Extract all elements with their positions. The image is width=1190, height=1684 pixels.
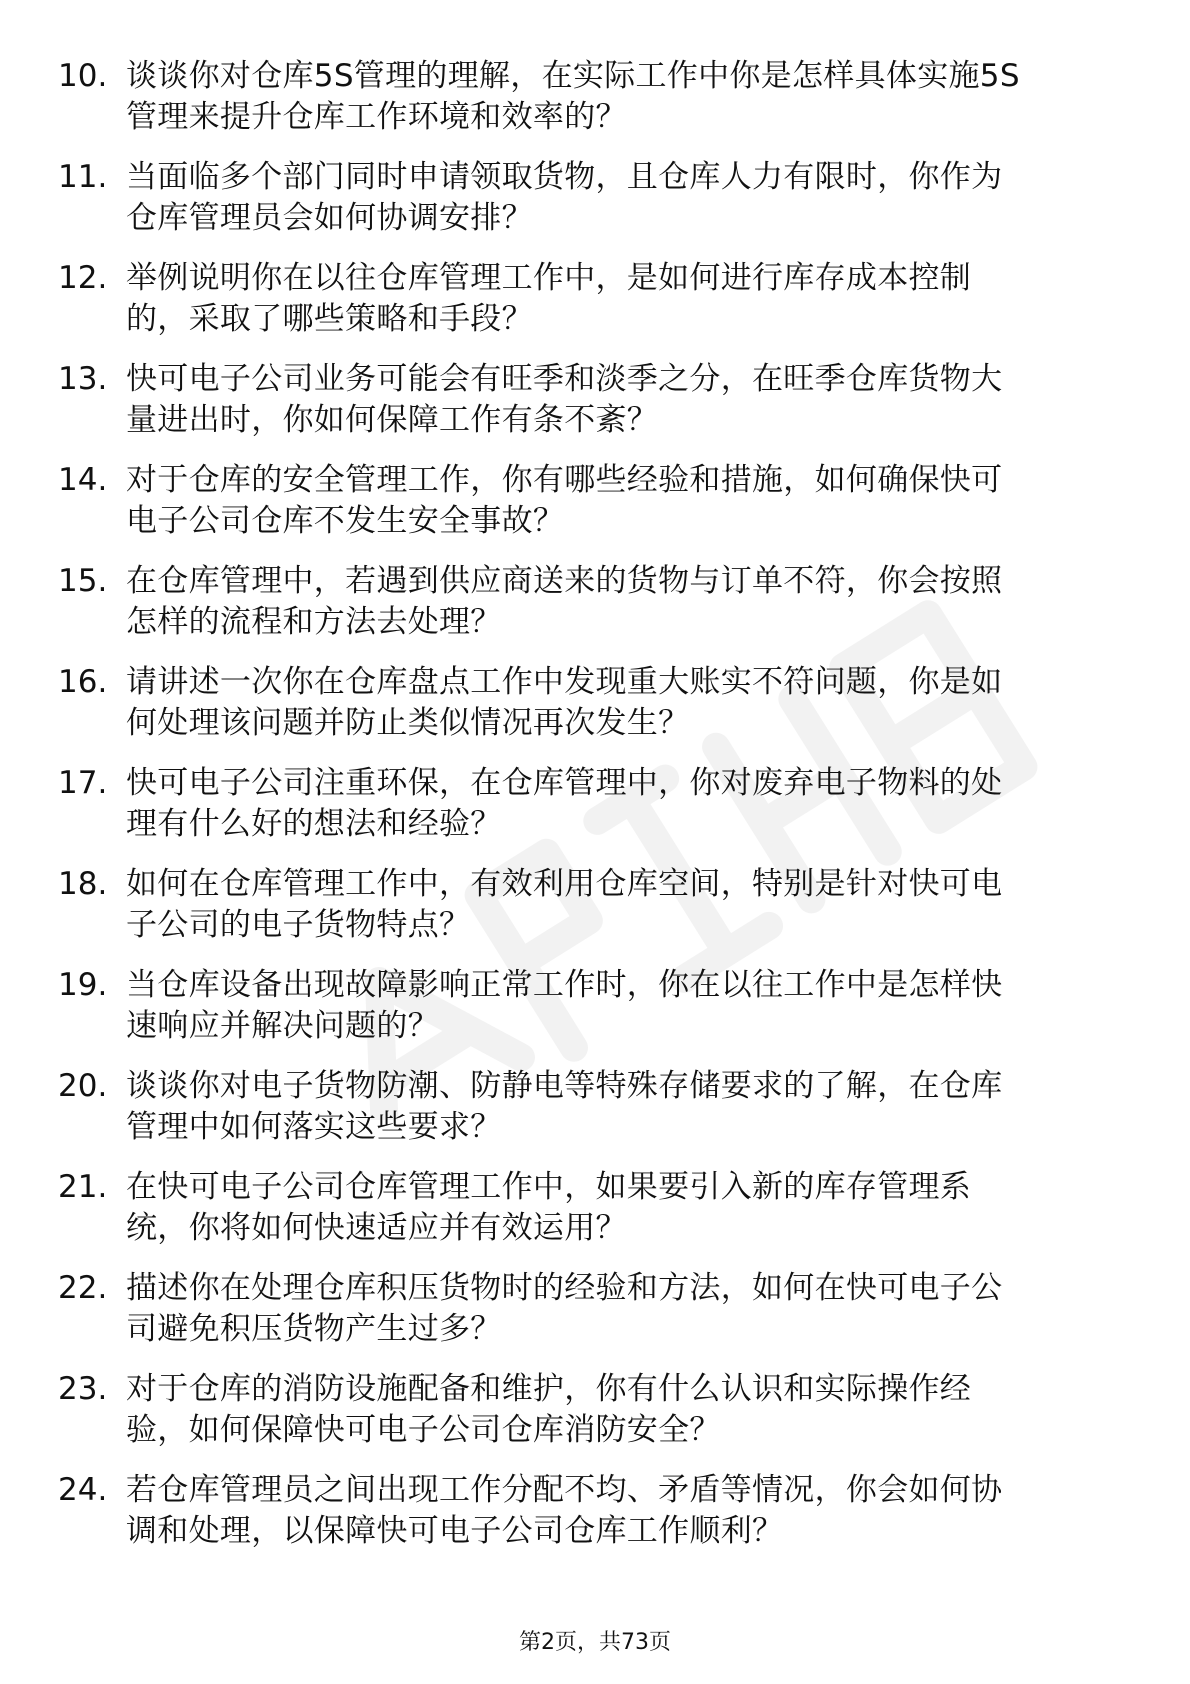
question-text-line1: 谈谈你对电子货物防潮、防静电等特殊存储要求的了解，在仓库: [126, 1068, 1003, 1104]
question-text-line2: 子公司的电子货物特点？: [126, 907, 471, 943]
question-text: [126, 864, 1106, 946]
question-text: [126, 1167, 1106, 1249]
question-text: [126, 1470, 1106, 1552]
question-number: 10.: [58, 58, 108, 94]
question-text-line1: 请讲述一次你在仓库盘点工作中发现重大账实不符问题，你是如: [126, 664, 1003, 700]
question-text-line1: 在快可电子公司仓库管理工作中，如果要引入新的库存管理系: [126, 1169, 972, 1205]
question-number: 14.: [58, 462, 108, 498]
question-number: 17.: [58, 765, 108, 801]
question-item: [58, 763, 1118, 864]
question-text-line2: 仓库管理员会如何协调安排？: [126, 200, 533, 236]
question-item: [58, 258, 1118, 359]
question-item: [58, 561, 1118, 662]
question-number: 18.: [58, 866, 108, 902]
question-text-line1: 快可电子公司注重环保，在仓库管理中，你对废弃电子物料的处: [126, 765, 1003, 801]
question-text: [126, 359, 1106, 441]
question-text-line1: 描述你在处理仓库积压货物时的经验和方法，如何在快可电子公: [126, 1270, 1003, 1306]
question-item: [58, 1268, 1118, 1369]
question-number: 15.: [58, 563, 108, 599]
question-text-line2: 速响应并解决问题的？: [126, 1008, 439, 1044]
question-text-line1: 举例说明你在以往仓库管理工作中，是如何进行库存成本控制: [126, 260, 972, 296]
question-item: [58, 56, 1118, 157]
question-item: [58, 864, 1118, 965]
question-number: 11.: [58, 159, 108, 195]
question-text-line2: 司避免积压货物产生过多？: [126, 1311, 502, 1347]
question-number: 21.: [58, 1169, 108, 1205]
question-text: [126, 56, 1106, 138]
question-number: 13.: [58, 361, 108, 397]
question-text: [126, 460, 1106, 542]
question-text-line1: 如何在仓库管理工作中，有效利用仓库空间，特别是针对快可电: [126, 866, 1003, 902]
question-text-line2: 验，如何保障快可电子公司仓库消防安全？: [126, 1412, 721, 1448]
question-text-line2: 统，你将如何快速适应并有效运用？: [126, 1210, 627, 1246]
question-text: [126, 965, 1106, 1047]
question-item: [58, 965, 1118, 1066]
question-text: [126, 763, 1106, 845]
question-text-line1: 当仓库设备出现故障影响正常工作时，你在以往工作中是怎样快: [126, 967, 1003, 1003]
question-text-line1: 在仓库管理中，若遇到供应商送来的货物与订单不符，你会按照: [126, 563, 1003, 599]
question-text: [126, 1066, 1106, 1148]
question-text: [126, 1369, 1106, 1451]
question-number: 12.: [58, 260, 108, 296]
question-number: 20.: [58, 1068, 108, 1104]
question-item: [58, 662, 1118, 763]
question-text-line2: 怎样的流程和方法去处理？: [126, 604, 502, 640]
question-number: 19.: [58, 967, 108, 1003]
question-item: [58, 157, 1118, 258]
question-text-line2: 管理中如何落实这些要求？: [126, 1109, 502, 1145]
question-list: [58, 56, 1118, 1571]
question-item: [58, 1369, 1118, 1470]
question-text: [126, 258, 1106, 340]
question-text-line2: 调和处理，以保障快可电子公司仓库工作顺利？: [126, 1513, 784, 1549]
question-text-line2: 理有什么好的想法和经验？: [126, 806, 502, 842]
question-text-line1: 对于仓库的消防设施配备和维护，你有什么认识和实际操作经: [126, 1371, 972, 1407]
question-text-line2: 量进出时，你如何保障工作有条不紊？: [126, 402, 659, 438]
question-text-line2: 电子公司仓库不发生安全事故？: [126, 503, 565, 539]
question-number: 24.: [58, 1472, 108, 1508]
question-text: [126, 662, 1106, 744]
question-item: [58, 1066, 1118, 1167]
question-text-line1: 谈谈你对仓库5S管理的理解，在实际工作中你是怎样具体实施5S: [126, 58, 1020, 94]
question-text-line1: 对于仓库的安全管理工作，你有哪些经验和措施，如何确保快可: [126, 462, 1003, 498]
question-item: [58, 1167, 1118, 1268]
question-item: [58, 460, 1118, 561]
question-item: [58, 359, 1118, 460]
page-number-footer: 第2页，共73页: [519, 1630, 671, 1655]
question-number: 22.: [58, 1270, 108, 1306]
question-text-line2: 何处理该问题并防止类似情况再次发生？: [126, 705, 690, 741]
question-number: 23.: [58, 1371, 108, 1407]
question-text: [126, 561, 1106, 643]
question-text-line1: 若仓库管理员之间出现工作分配不均、矛盾等情况，你会如何协: [126, 1472, 1003, 1508]
question-text-line1: 当面临多个部门同时申请领取货物，且仓库人力有限时，你作为: [126, 159, 1003, 195]
question-text: [126, 157, 1106, 239]
question-text: [126, 1268, 1106, 1350]
question-text-line1: 快可电子公司业务可能会有旺季和淡季之分，在旺季仓库货物大: [126, 361, 1003, 397]
question-text-line2: 管理来提升仓库工作环境和效率的？: [126, 99, 627, 135]
question-item: [58, 1470, 1118, 1571]
question-number: 16.: [58, 664, 108, 700]
question-text-line2: 的，采取了哪些策略和手段？: [126, 301, 533, 337]
